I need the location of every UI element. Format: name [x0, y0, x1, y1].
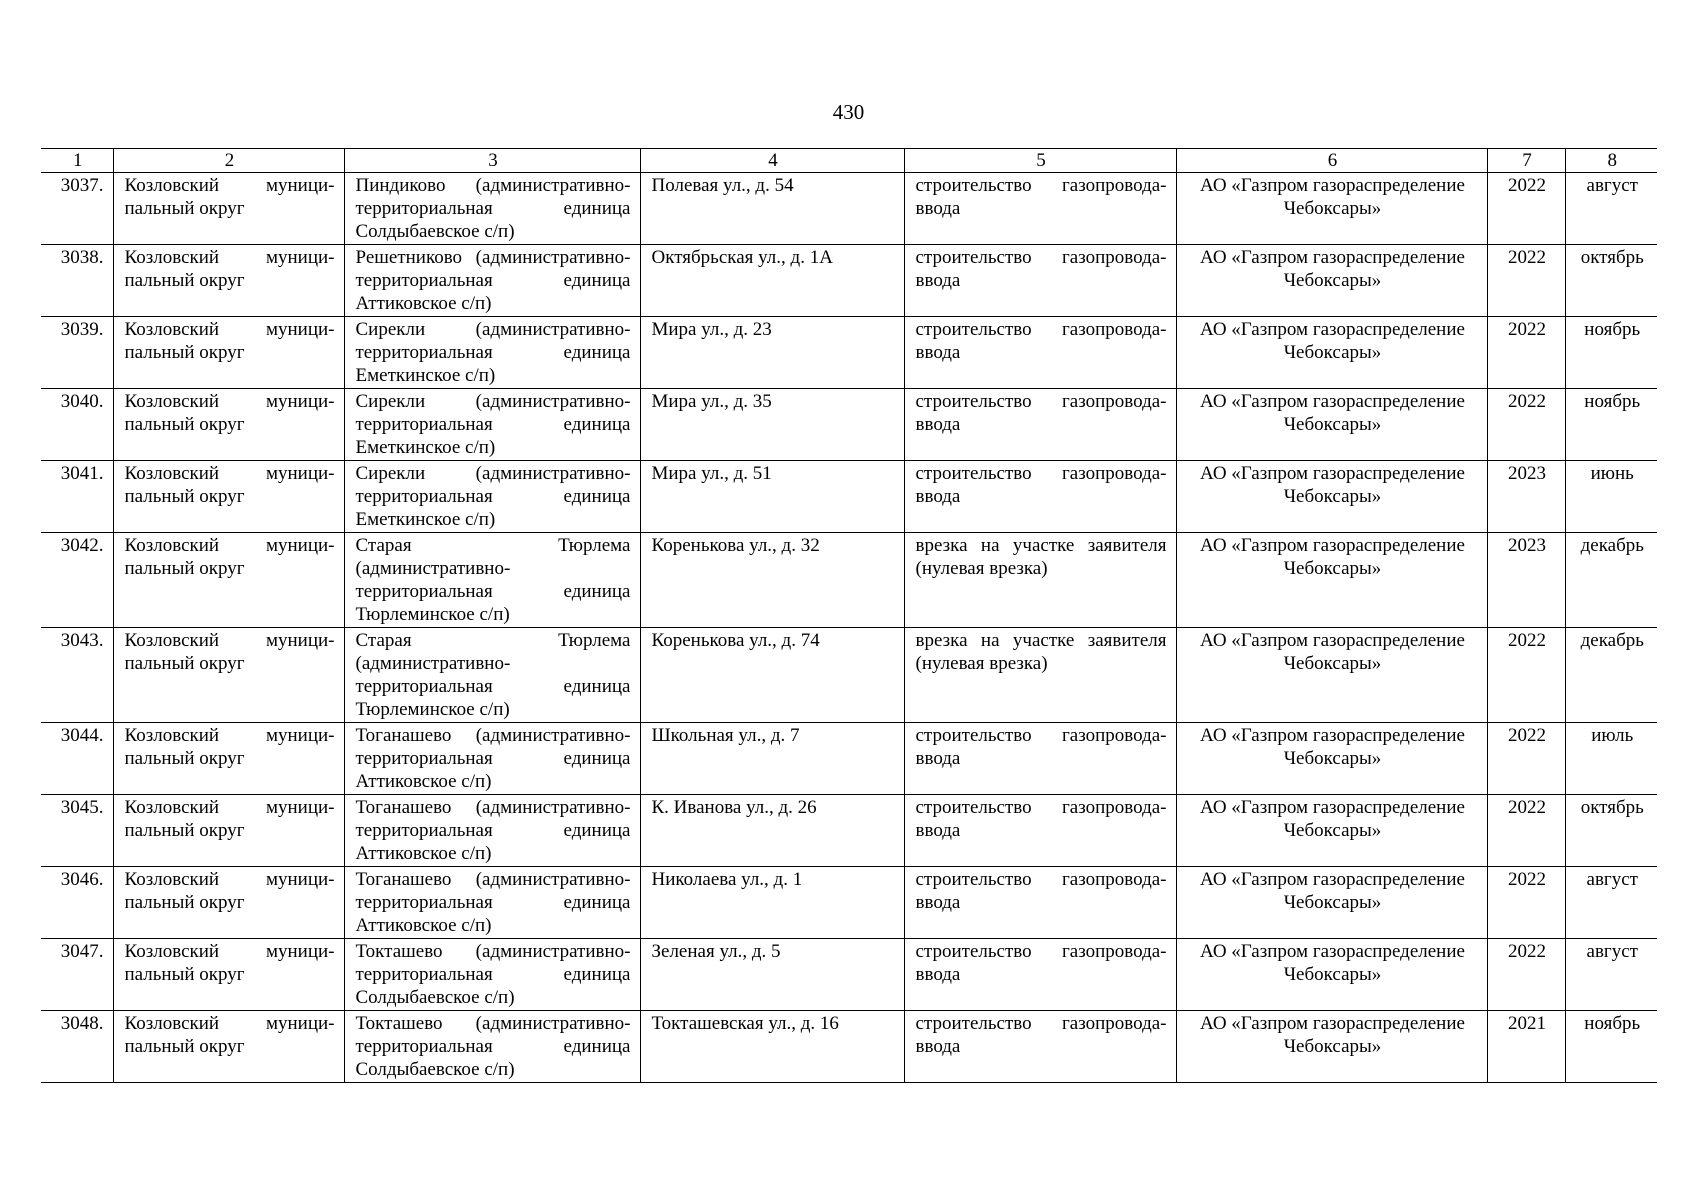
- year-cell: 2022: [1487, 317, 1565, 389]
- month-cell: август: [1565, 867, 1657, 939]
- organization-cell: АО «Газпром газораспределение Чебоксары»: [1176, 533, 1487, 628]
- district-cell: Козловский муници-пальный округ: [113, 628, 344, 723]
- month-cell: август: [1565, 939, 1657, 1011]
- district-cell: Козловский муници-пальный округ: [113, 173, 344, 245]
- header-cell-2: 2: [113, 149, 344, 173]
- year-cell: 2022: [1487, 795, 1565, 867]
- organization-cell: АО «Газпром газораспределение Чебоксары»: [1176, 723, 1487, 795]
- settlement-cell: Тоганашево (административно-территориальная единица Аттиковское с/п): [344, 867, 640, 939]
- month-cell: декабрь: [1565, 533, 1657, 628]
- settlement-cell: Сирекли (административно-территориальная единица Еметкинское с/п): [344, 317, 640, 389]
- month-cell: август: [1565, 173, 1657, 245]
- address-cell: Токташевская ул., д. 16: [640, 1011, 904, 1083]
- work-type-cell: строительство газопровода-ввода: [904, 389, 1176, 461]
- row-number-cell: 3038.: [41, 245, 113, 317]
- district-cell: Козловский муници-пальный округ: [113, 245, 344, 317]
- organization-cell: АО «Газпром газораспределение Чебоксары»: [1176, 939, 1487, 1011]
- header-cell-3: 3: [344, 149, 640, 173]
- row-number-cell: 3042.: [41, 533, 113, 628]
- row-number-cell: 3047.: [41, 939, 113, 1011]
- year-cell: 2022: [1487, 245, 1565, 317]
- organization-cell: АО «Газпром газораспределение Чебоксары»: [1176, 795, 1487, 867]
- year-cell: 2022: [1487, 939, 1565, 1011]
- table-row: [41, 1011, 1657, 1083]
- table-row: [41, 245, 1657, 317]
- work-type-cell: врезка на участке заявителя (нулевая врезка): [904, 628, 1176, 723]
- page-number: 430: [832, 100, 865, 124]
- month-cell: ноябрь: [1565, 1011, 1657, 1083]
- address-cell: Полевая ул., д. 54: [640, 173, 904, 245]
- row-number-cell: 3039.: [41, 317, 113, 389]
- district-cell: Козловский муници-пальный округ: [113, 389, 344, 461]
- month-cell: октябрь: [1565, 245, 1657, 317]
- year-cell: 2023: [1487, 461, 1565, 533]
- address-cell: Зеленая ул., д. 5: [640, 939, 904, 1011]
- work-type-cell: строительство газопровода-ввода: [904, 173, 1176, 245]
- header-cell-5: 5: [904, 149, 1176, 173]
- table-row: [41, 867, 1657, 939]
- month-cell: июнь: [1565, 461, 1657, 533]
- address-cell: Октябрьская ул., д. 1А: [640, 245, 904, 317]
- work-type-cell: врезка на участке заявителя (нулевая врезка): [904, 533, 1176, 628]
- table-row: [41, 173, 1657, 245]
- row-number-cell: 3048.: [41, 1011, 113, 1083]
- table-header: [41, 149, 1657, 173]
- address-cell: Коренькова ул., д. 74: [640, 628, 904, 723]
- work-type-cell: строительство газопровода-ввода: [904, 795, 1176, 867]
- organization-cell: АО «Газпром газораспределение Чебоксары»: [1176, 628, 1487, 723]
- table-row: [41, 795, 1657, 867]
- address-cell: Коренькова ул., д. 32: [640, 533, 904, 628]
- row-number-cell: 3045.: [41, 795, 113, 867]
- row-number-cell: 3044.: [41, 723, 113, 795]
- table-row: [41, 461, 1657, 533]
- year-cell: 2022: [1487, 173, 1565, 245]
- year-cell: 2022: [1487, 867, 1565, 939]
- organization-cell: АО «Газпром газораспределение Чебоксары»: [1176, 867, 1487, 939]
- work-type-cell: строительство газопровода-ввода: [904, 461, 1176, 533]
- table-row: [41, 939, 1657, 1011]
- organization-cell: АО «Газпром газораспределение Чебоксары»: [1176, 173, 1487, 245]
- district-cell: Козловский муници-пальный округ: [113, 533, 344, 628]
- work-type-cell: строительство газопровода-ввода: [904, 939, 1176, 1011]
- month-cell: июль: [1565, 723, 1657, 795]
- table-row: [41, 317, 1657, 389]
- header-cell-8: 8: [1565, 149, 1657, 173]
- row-number-cell: 3046.: [41, 867, 113, 939]
- organization-cell: АО «Газпром газораспределение Чебоксары»: [1176, 245, 1487, 317]
- year-cell: 2022: [1487, 723, 1565, 795]
- year-cell: 2023: [1487, 533, 1565, 628]
- address-cell: Школьная ул., д. 7: [640, 723, 904, 795]
- district-cell: Козловский муници-пальный округ: [113, 723, 344, 795]
- table-body: [41, 173, 1657, 1083]
- organization-cell: АО «Газпром газораспределение Чебоксары»: [1176, 317, 1487, 389]
- work-type-cell: строительство газопровода-ввода: [904, 867, 1176, 939]
- work-type-cell: строительство газопровода-ввода: [904, 317, 1176, 389]
- address-cell: Мира ул., д. 51: [640, 461, 904, 533]
- district-cell: Козловский муници-пальный округ: [113, 939, 344, 1011]
- address-cell: Николаева ул., д. 1: [640, 867, 904, 939]
- header-cell-4: 4: [640, 149, 904, 173]
- month-cell: декабрь: [1565, 628, 1657, 723]
- district-cell: Козловский муници-пальный округ: [113, 461, 344, 533]
- row-number-cell: 3040.: [41, 389, 113, 461]
- header-row: [41, 149, 1657, 173]
- settlement-cell: Тоганашево (административно-территориальная единица Аттиковское с/п): [344, 795, 640, 867]
- settlement-cell: Старая Тюрлема (административно-территориальная единица Тюрлеминское с/п): [344, 533, 640, 628]
- settlement-cell: Пиндиково (административно-территориальная единица Солдыбаевское с/п): [344, 173, 640, 245]
- table-row: [41, 723, 1657, 795]
- month-cell: ноябрь: [1565, 317, 1657, 389]
- work-type-cell: строительство газопровода-ввода: [904, 723, 1176, 795]
- settlement-cell: Токташево (административно-территориальная единица Солдыбаевское с/п): [344, 939, 640, 1011]
- row-number-cell: 3041.: [41, 461, 113, 533]
- header-cell-7: 7: [1487, 149, 1565, 173]
- year-cell: 2022: [1487, 389, 1565, 461]
- district-cell: Козловский муници-пальный округ: [113, 317, 344, 389]
- settlement-cell: Сирекли (административно-территориальная единица Еметкинское с/п): [344, 389, 640, 461]
- organization-cell: АО «Газпром газораспределение Чебоксары»: [1176, 1011, 1487, 1083]
- header-cell-6: 6: [1176, 149, 1487, 173]
- district-cell: Козловский муници-пальный округ: [113, 867, 344, 939]
- year-cell: 2021: [1487, 1011, 1565, 1083]
- month-cell: октябрь: [1565, 795, 1657, 867]
- header-cell-1: 1: [41, 149, 113, 173]
- organization-cell: АО «Газпром газораспределение Чебоксары»: [1176, 461, 1487, 533]
- table-row: [41, 533, 1657, 628]
- district-cell: Козловский муници-пальный округ: [113, 795, 344, 867]
- settlement-cell: Решетниково (административно-территориальная единица Аттиковское с/п): [344, 245, 640, 317]
- district-cell: Козловский муници-пальный округ: [113, 1011, 344, 1083]
- data-table: [41, 148, 1657, 1083]
- work-type-cell: строительство газопровода-ввода: [904, 245, 1176, 317]
- settlement-cell: Тоганашево (административно-территориальная единица Аттиковское с/п): [344, 723, 640, 795]
- settlement-cell: Сирекли (административно-территориальная единица Еметкинское с/п): [344, 461, 640, 533]
- row-number-cell: 3037.: [41, 173, 113, 245]
- address-cell: Мира ул., д. 35: [640, 389, 904, 461]
- settlement-cell: Токташево (административно-территориальная единица Солдыбаевское с/п): [344, 1011, 640, 1083]
- year-cell: 2022: [1487, 628, 1565, 723]
- settlement-cell: Старая Тюрлема (административно-территориальная единица Тюрлеминское с/п): [344, 628, 640, 723]
- row-number-cell: 3043.: [41, 628, 113, 723]
- address-cell: К. Иванова ул., д. 26: [640, 795, 904, 867]
- address-cell: Мира ул., д. 23: [640, 317, 904, 389]
- table-row: [41, 628, 1657, 723]
- table-row: [41, 389, 1657, 461]
- organization-cell: АО «Газпром газораспределение Чебоксары»: [1176, 389, 1487, 461]
- month-cell: ноябрь: [1565, 389, 1657, 461]
- work-type-cell: строительство газопровода-ввода: [904, 1011, 1176, 1083]
